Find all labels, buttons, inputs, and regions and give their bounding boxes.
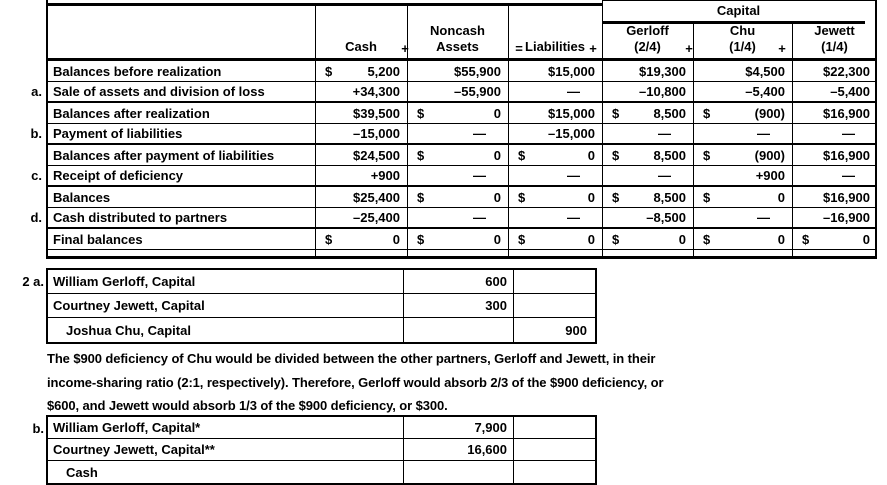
amount-value: 8,500 [653, 189, 686, 205]
journal-row [48, 461, 595, 483]
dollar-sign: $ [703, 189, 711, 205]
amount-value: 0 [777, 231, 785, 247]
entry-prefix-label: 2 a. [22, 274, 44, 289]
amount-cell [792, 229, 877, 249]
capital-group-header: Capital [716, 3, 761, 18]
statement-rows [30, 61, 877, 259]
amount-cell: — [658, 168, 671, 183]
table-row [30, 208, 877, 229]
amount-cell: $22,300 [823, 63, 870, 79]
row-prefix-label: c. [31, 168, 42, 183]
amount-cell [508, 187, 602, 207]
row-label: Balances before realization [53, 63, 222, 79]
column-header [602, 22, 693, 58]
empty-spacer-row [46, 250, 877, 259]
credit-amount-cell [514, 439, 595, 460]
row-prefix-label: b. [30, 126, 42, 141]
amount-value: 0 [777, 189, 785, 205]
amount-cell: –8,500 [646, 210, 686, 225]
amount-value: 0 [587, 189, 595, 205]
amount-cell: — [757, 210, 770, 225]
dollar-sign: $ [612, 147, 620, 163]
dollar-sign: $ [417, 147, 425, 163]
amount-value: (900) [754, 105, 785, 121]
journal-row [48, 439, 595, 461]
amount-cell: — [473, 210, 486, 225]
account-label: Courtney Jewett, Capital [48, 294, 404, 317]
column-header [792, 22, 877, 58]
amount-cell: –16,900 [823, 210, 870, 225]
amount-cell [407, 187, 508, 207]
amount-cell: — [567, 84, 580, 99]
row-label: Final balances [53, 231, 143, 247]
amount-cell: –10,800 [639, 84, 686, 99]
amount-cell [407, 145, 508, 165]
row-label: Cash distributed to partners [53, 210, 228, 225]
table-row [46, 229, 877, 250]
column-header-line2: (2/4) [634, 39, 661, 54]
amount-cell: $19,300 [639, 63, 686, 79]
amount-cell [315, 229, 407, 249]
amount-cell: — [757, 126, 770, 141]
amount-value: 0 [493, 231, 501, 247]
account-label: William Gerloff, Capital [48, 270, 404, 293]
dollar-sign: $ [703, 105, 711, 121]
amount-cell [602, 229, 693, 249]
table-horizontal-border [46, 3, 603, 6]
header-operator: + [589, 41, 597, 56]
amount-value: 0 [678, 231, 686, 247]
debit-amount-cell: 16,600 [404, 439, 514, 460]
dollar-sign: $ [612, 231, 620, 247]
amount-cell: $15,000 [548, 63, 595, 79]
dollar-sign: $ [703, 231, 711, 247]
account-label: William Gerloff, Capital* [48, 417, 404, 438]
debit-amount-cell [404, 461, 514, 483]
amount-cell: $16,900 [823, 189, 870, 205]
amount-cell: $4,500 [745, 63, 785, 79]
amount-cell [693, 145, 792, 165]
amount-cell [508, 145, 602, 165]
note-line: income-sharing ratio (2:1, respectively). Therefore, Gerloff would absorb 2/3 of the $900 deficiency, or [47, 374, 664, 390]
column-header-line2: Cash [345, 39, 377, 54]
amount-cell: –15,000 [548, 126, 595, 141]
journal-row [48, 294, 595, 318]
amount-cell [602, 145, 693, 165]
credit-amount-cell [514, 294, 595, 317]
dollar-sign: $ [703, 147, 711, 163]
row-label: Balances after realization [53, 105, 210, 121]
amount-cell [508, 229, 602, 249]
amount-value: 0 [493, 147, 501, 163]
amount-cell: –15,000 [353, 126, 400, 141]
row-prefix-label: d. [30, 210, 42, 225]
amount-cell: $15,000 [548, 105, 595, 121]
amount-cell: — [842, 168, 855, 183]
table-row [31, 82, 877, 103]
column-header-line1: Chu [729, 23, 756, 38]
column-header-line2: (1/4) [821, 39, 848, 54]
dollar-sign: $ [417, 189, 425, 205]
amount-value: 0 [587, 147, 595, 163]
table-row [31, 166, 877, 187]
dollar-sign: $ [518, 147, 526, 163]
amount-cell [602, 187, 693, 207]
credit-amount-cell [514, 461, 595, 483]
journal-entry-b-table [32, 415, 597, 485]
journal-row [48, 270, 595, 294]
debit-amount-cell: 300 [404, 294, 514, 317]
column-header [315, 22, 407, 58]
amount-cell [407, 103, 508, 123]
amount-cell: — [473, 168, 486, 183]
row-prefix-label: a. [31, 84, 42, 99]
amount-value: 5,200 [367, 63, 400, 79]
journal-row [48, 318, 595, 342]
dollar-sign: $ [518, 231, 526, 247]
header-operator: = [515, 41, 523, 56]
amount-cell: –55,900 [454, 84, 501, 99]
amount-cell: $55,900 [454, 63, 501, 79]
amount-value: 0 [392, 231, 400, 247]
amount-value: 0 [587, 231, 595, 247]
amount-cell: $16,900 [823, 147, 870, 163]
amount-value: 0 [862, 231, 870, 247]
account-label: Courtney Jewett, Capital** [48, 439, 404, 460]
debit-amount-cell: 600 [404, 270, 514, 293]
amount-cell [315, 61, 407, 81]
dollar-sign: $ [325, 231, 333, 247]
amount-value: 8,500 [653, 105, 686, 121]
amount-value: 8,500 [653, 147, 686, 163]
column-header-line1: Noncash [430, 23, 485, 38]
column-header-line2: (1/4) [729, 39, 756, 54]
row-label: Sale of assets and division of loss [53, 84, 265, 99]
amount-cell: +900 [370, 168, 400, 183]
entry-prefix-label: b. [32, 421, 44, 436]
table-row [46, 103, 877, 124]
row-label: Receipt of deficiency [53, 168, 184, 183]
dollar-sign: $ [612, 105, 620, 121]
amount-cell: — [567, 168, 580, 183]
amount-cell: –5,400 [745, 84, 785, 99]
column-header-line1: Gerloff [626, 23, 669, 38]
amount-cell: — [842, 126, 855, 141]
amount-cell: +34,300 [352, 84, 400, 99]
liquidation-statement-table [30, 0, 877, 259]
dollar-sign: $ [612, 189, 620, 205]
dollar-sign: $ [802, 231, 810, 247]
amount-cell [693, 103, 792, 123]
amount-cell [693, 229, 792, 249]
dollar-sign: $ [325, 63, 333, 79]
row-label: Balances [53, 189, 111, 205]
dollar-sign: $ [417, 231, 425, 247]
amount-cell: $25,400 [353, 189, 400, 205]
credit-amount-cell [514, 417, 595, 438]
amount-cell: +900 [755, 168, 785, 183]
amount-value: 0 [493, 105, 501, 121]
amount-value: 0 [493, 189, 501, 205]
amount-cell: — [658, 126, 671, 141]
amount-cell: $24,500 [353, 147, 400, 163]
note-line: $600, and Jewett would absorb 1/3 of the $900 deficiency, or $300. [47, 398, 448, 413]
table-row [46, 61, 877, 82]
amount-cell: $16,900 [823, 105, 870, 121]
amount-cell: $39,500 [353, 105, 400, 121]
dollar-sign: $ [518, 189, 526, 205]
table-row [30, 124, 877, 145]
journal-entry-a-table [22, 268, 597, 344]
amount-cell [602, 103, 693, 123]
header-operator: + [401, 41, 409, 56]
account-label: Cash [48, 461, 404, 483]
credit-amount-cell: 900 [565, 322, 587, 338]
amount-cell: –25,400 [353, 210, 400, 225]
dollar-sign: $ [417, 105, 425, 121]
column-header-line2: Assets [436, 39, 479, 54]
table-row [46, 145, 877, 166]
column-header [407, 22, 508, 58]
amount-cell: –5,400 [830, 84, 870, 99]
note-line: The $900 deficiency of Chu would be divided between the other partners, Gerloff and Jewett, in their [47, 351, 656, 366]
debit-amount-cell [404, 318, 514, 342]
header-operator: + [778, 41, 786, 56]
amount-cell: — [473, 126, 486, 141]
column-header-line2: Liabilities [525, 39, 585, 54]
row-label: Balances after payment of liabilities [53, 147, 275, 163]
account-label: Joshua Chu, Capital [48, 318, 404, 342]
credit-amount-cell [514, 270, 595, 293]
debit-amount-cell: 7,900 [404, 417, 514, 438]
column-header-line1: Jewett [814, 23, 855, 38]
row-label: Payment of liabilities [53, 126, 183, 141]
table-row [46, 187, 877, 208]
amount-value: (900) [754, 147, 785, 163]
amount-cell [693, 187, 792, 207]
header-operator: + [685, 41, 693, 56]
journal-row [48, 417, 595, 439]
amount-cell [407, 229, 508, 249]
deficiency-note [47, 347, 847, 418]
amount-cell: — [567, 210, 580, 225]
